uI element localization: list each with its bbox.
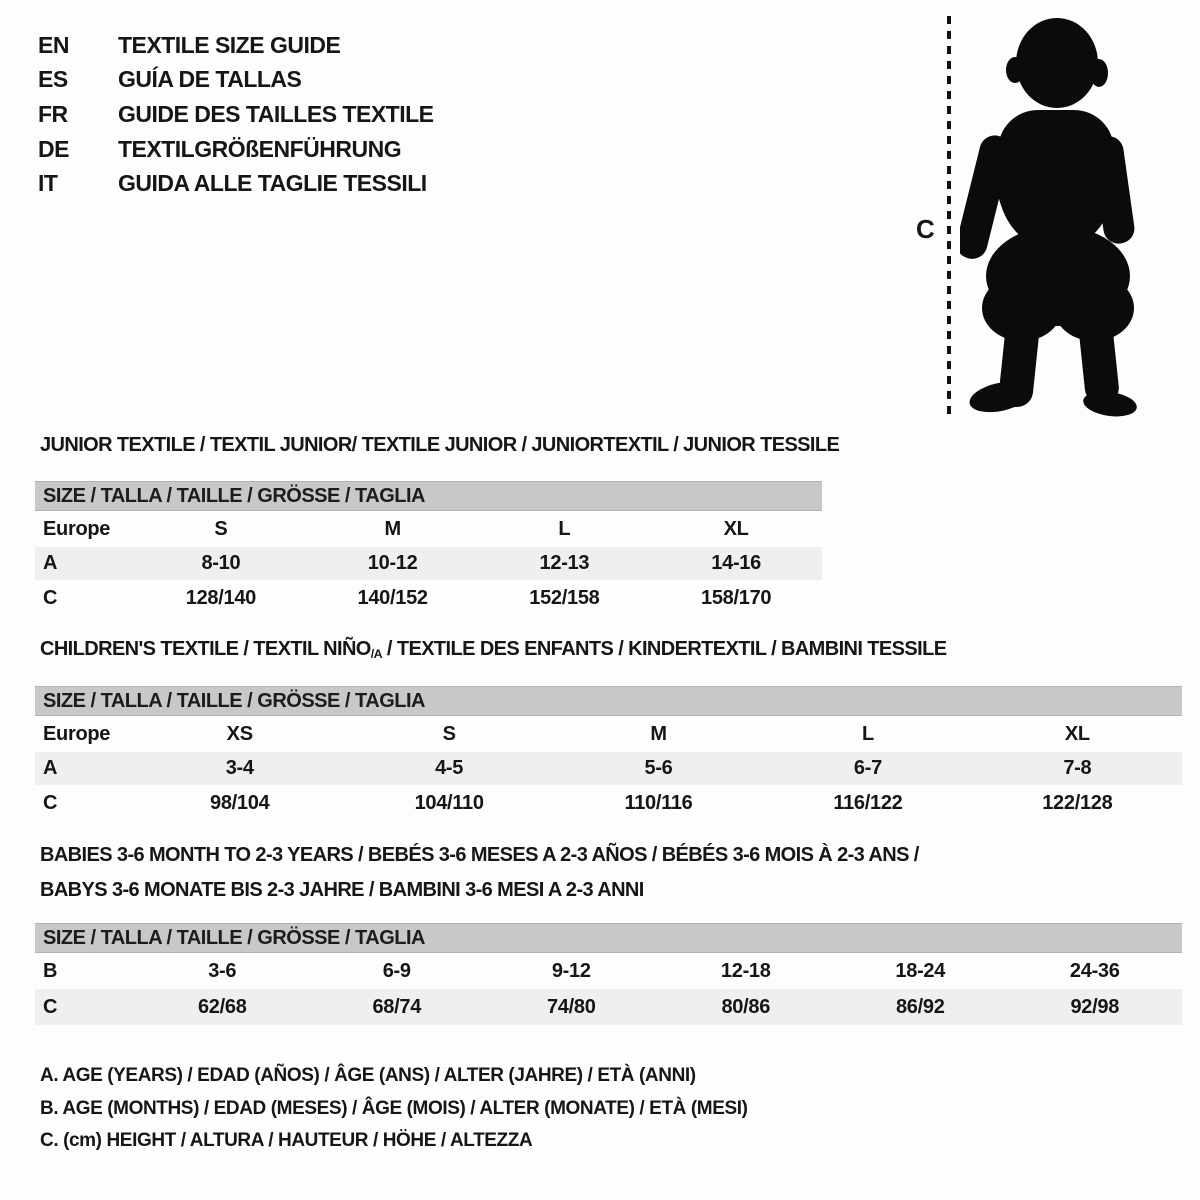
height-measure-label: C bbox=[916, 214, 935, 244]
months-cell: 9-12 bbox=[551, 959, 591, 982]
age-cell: 7-8 bbox=[1063, 757, 1092, 779]
height-cell: 128/140 bbox=[185, 586, 256, 609]
height-cell: 92/98 bbox=[1070, 995, 1120, 1018]
age-cell: 5-6 bbox=[644, 757, 673, 779]
height-cell: 74/80 bbox=[546, 995, 596, 1018]
babies-section-heading bbox=[40, 838, 919, 908]
children-age-row bbox=[35, 752, 1182, 785]
age-cell: 12-13 bbox=[539, 552, 590, 574]
legend-line-age-months: B. AGE (MONTHS) / EDAD (MESES) / ÂGE (MOIS) / ALTER (MONATE) / ETÀ (MESI) bbox=[40, 1097, 748, 1119]
height-cell: 86/92 bbox=[895, 995, 945, 1018]
row-label: C bbox=[43, 586, 58, 609]
row-label: C bbox=[43, 995, 58, 1018]
babies-size-table bbox=[35, 923, 1182, 1025]
language-row-en bbox=[38, 28, 434, 63]
size-cell: L bbox=[861, 722, 874, 745]
language-title: TEXTILGRÖßENFÜHRUNG bbox=[118, 135, 402, 162]
language-title: GUIDA ALLE TAGLIE TESSILI bbox=[118, 170, 427, 197]
age-cell: 8-10 bbox=[201, 552, 241, 574]
children-heading-sub: /A bbox=[370, 647, 382, 662]
baby-silhouette-icon bbox=[960, 14, 1140, 419]
height-cell: 68/74 bbox=[372, 995, 422, 1018]
language-title: GUÍA DE TALLAS bbox=[118, 66, 302, 93]
babies-heading-line1: BABIES 3-6 MONTH TO 2-3 YEARS / BEBÉS 3-6 MESES A 2-3 AÑOS / BÉBÉS 3-6 MOIS À 2-3 ANS / bbox=[40, 844, 919, 866]
language-row-it bbox=[38, 166, 434, 201]
height-cell: 152/158 bbox=[529, 586, 600, 609]
legend-line-age-years: A. AGE (YEARS) / EDAD (AÑOS) / ÂGE (ANS) / ALTER (JAHRE) / ETÀ (ANNI) bbox=[40, 1065, 696, 1086]
row-label: Europe bbox=[43, 517, 111, 540]
junior-size-header-bar: SIZE / TALLA / TAILLE / GRÖSSE / TAGLIA bbox=[35, 481, 822, 511]
children-heading-pre: CHILDREN'S TEXTILE / TEXTIL NIÑO bbox=[40, 638, 371, 660]
height-cell: 110/116 bbox=[624, 791, 693, 814]
row-label: B bbox=[43, 959, 58, 982]
language-code: EN bbox=[38, 31, 69, 58]
language-row-de bbox=[38, 132, 434, 167]
height-cell: 116/122 bbox=[833, 791, 903, 814]
size-cell: XL bbox=[723, 517, 749, 540]
language-row-fr bbox=[38, 97, 434, 132]
months-cell: 24-36 bbox=[1069, 959, 1120, 982]
size-cell: XL bbox=[1064, 722, 1090, 745]
language-code: FR bbox=[38, 100, 68, 127]
children-europe-row bbox=[35, 716, 1182, 752]
babies-months-row bbox=[35, 953, 1182, 989]
language-row-es bbox=[38, 63, 434, 98]
row-label: Europe bbox=[43, 722, 111, 745]
language-code: ES bbox=[38, 66, 68, 93]
age-cell: 6-7 bbox=[853, 757, 882, 779]
legend bbox=[40, 1060, 748, 1158]
age-cell: 3-4 bbox=[225, 757, 254, 779]
size-cell: XS bbox=[226, 722, 253, 745]
babies-heading-line2: BABYS 3-6 MONATE BIS 2-3 JAHRE / BAMBINI 3-6 MESI A 2-3 ANNI bbox=[40, 879, 644, 901]
junior-europe-row bbox=[35, 511, 822, 547]
language-title-list bbox=[38, 28, 434, 201]
size-cell: S bbox=[442, 722, 456, 745]
height-dashed-line bbox=[947, 16, 951, 416]
height-cell: 98/104 bbox=[210, 791, 270, 814]
age-cell: 14-16 bbox=[711, 552, 761, 574]
junior-size-table bbox=[35, 481, 822, 616]
language-code: DE bbox=[38, 135, 69, 162]
months-cell: 12-18 bbox=[720, 959, 771, 982]
children-size-table bbox=[35, 686, 1182, 821]
junior-age-row bbox=[35, 547, 822, 580]
size-cell: M bbox=[384, 517, 401, 540]
children-size-header-bar: SIZE / TALLA / TAILLE / GRÖSSE / TAGLIA bbox=[35, 686, 1182, 716]
size-cell: M bbox=[650, 722, 667, 745]
junior-height-row bbox=[35, 580, 822, 616]
months-cell: 6-9 bbox=[382, 959, 411, 982]
junior-section-heading: JUNIOR TEXTILE / TEXTIL JUNIOR/ TEXTILE JUNIOR / JUNIORTEXTIL / JUNIOR TESSILE bbox=[40, 434, 840, 456]
size-cell: L bbox=[558, 517, 571, 540]
children-heading-post: / TEXTILE DES ENFANTS / KINDERTEXTIL / BAMBINI TESSILE bbox=[381, 638, 947, 660]
height-cell: 122/128 bbox=[1042, 791, 1113, 814]
babies-height-row bbox=[35, 989, 1182, 1025]
height-cell: 104/110 bbox=[414, 791, 484, 814]
row-label: A bbox=[43, 552, 58, 574]
legend-line-height: C. (cm) HEIGHT / ALTURA / HAUTEUR / HÖHE / ALTEZZA bbox=[40, 1130, 533, 1151]
months-cell: 18-24 bbox=[895, 959, 946, 982]
months-cell: 3-6 bbox=[208, 959, 237, 982]
language-code: IT bbox=[38, 170, 58, 197]
age-cell: 4-5 bbox=[435, 757, 464, 779]
row-label: C bbox=[43, 791, 58, 814]
height-cell: 140/152 bbox=[357, 586, 428, 609]
age-cell: 10-12 bbox=[367, 552, 418, 574]
children-section-heading bbox=[40, 638, 946, 661]
size-cell: S bbox=[214, 517, 228, 540]
height-cell: 158/170 bbox=[701, 586, 772, 609]
height-cell: 80/86 bbox=[721, 995, 771, 1018]
language-title: TEXTILE SIZE GUIDE bbox=[118, 31, 341, 58]
language-title: GUIDE DES TAILLES TEXTILE bbox=[118, 100, 434, 127]
babies-size-header-bar: SIZE / TALLA / TAILLE / GRÖSSE / TAGLIA bbox=[35, 923, 1182, 953]
height-cell: 62/68 bbox=[197, 995, 247, 1018]
row-label: A bbox=[43, 757, 58, 779]
children-height-row bbox=[35, 785, 1182, 821]
